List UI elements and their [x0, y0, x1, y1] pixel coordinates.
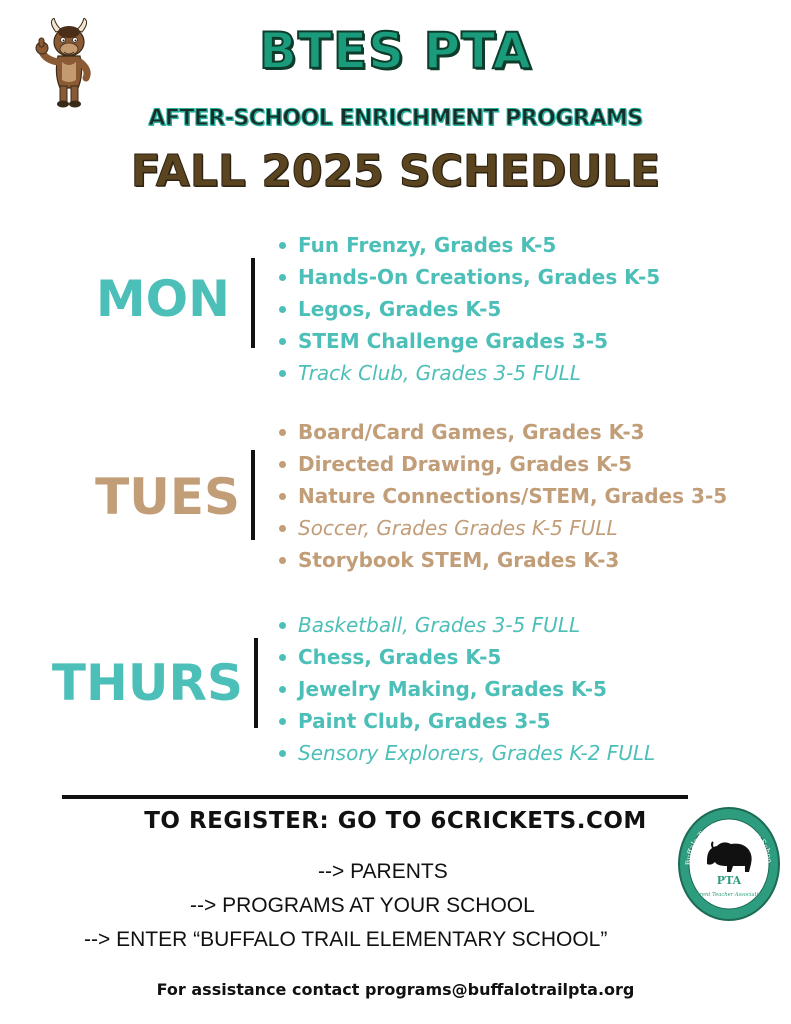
- list-item: Storybook STEM, Grades K-3: [274, 544, 727, 576]
- day-label-tues: TUES: [95, 468, 240, 526]
- list-item: Legos, Grades K-5: [274, 293, 660, 325]
- register-step-2: --> PROGRAMS AT YOUR SCHOOL: [190, 894, 535, 917]
- page-title: BTES PTA: [258, 22, 533, 80]
- day-divider: [251, 258, 255, 348]
- day-label-mon: MON: [95, 270, 230, 328]
- assistance-contact: For assistance contact programs@buffalotrailpta.org: [156, 980, 635, 999]
- logo-ring-text: Buffalo Trail Elementary Schoo: [683, 818, 775, 866]
- register-step-3: --> ENTER “BUFFALO TRAIL ELEMENTARY SCHOOL”: [84, 928, 608, 951]
- list-item: Directed Drawing, Grades K-5: [274, 448, 727, 480]
- list-item: Soccer, Grades Grades K-5 FULL: [274, 512, 727, 544]
- day-label-thurs: THURS: [51, 654, 243, 712]
- page-subtitle: AFTER-SCHOOL ENRICHMENT PROGRAMS: [148, 106, 643, 131]
- list-item: Track Club, Grades 3-5 FULL: [274, 357, 660, 389]
- program-list-mon: [274, 229, 660, 389]
- list-item: Paint Club, Grades 3-5: [274, 705, 655, 737]
- schedule-heading: FALL 2025 SCHEDULE: [130, 146, 661, 197]
- list-item: Chess, Grades K-5: [274, 641, 655, 673]
- day-divider: [254, 638, 258, 728]
- pta-logo-icon: [677, 806, 781, 922]
- list-item: Sensory Explorers, Grades K-2 FULL: [274, 737, 655, 769]
- program-list-tues: [274, 416, 727, 576]
- section-divider: [62, 795, 688, 799]
- list-item: Fun Frenzy, Grades K-5: [274, 229, 660, 261]
- register-heading: TO REGISTER: GO TO 6CRICKETS.COM: [144, 808, 647, 834]
- list-item: Basketball, Grades 3-5 FULL: [274, 609, 655, 641]
- logo-bottom-text: Parent Teacher Association: [693, 892, 765, 898]
- list-item: Nature Connections/STEM, Grades 3-5: [274, 480, 727, 512]
- register-step-1: --> PARENTS: [318, 860, 448, 883]
- list-item: Board/Card Games, Grades K-3: [274, 416, 727, 448]
- day-divider: [251, 450, 255, 540]
- program-list-thurs: [274, 609, 655, 769]
- list-item: STEM Challenge Grades 3-5: [274, 325, 660, 357]
- list-item: Hands-On Creations, Grades K-5: [274, 261, 660, 293]
- logo-center-text: PTA: [716, 874, 742, 887]
- list-item: Jewelry Making, Grades K-5: [274, 673, 655, 705]
